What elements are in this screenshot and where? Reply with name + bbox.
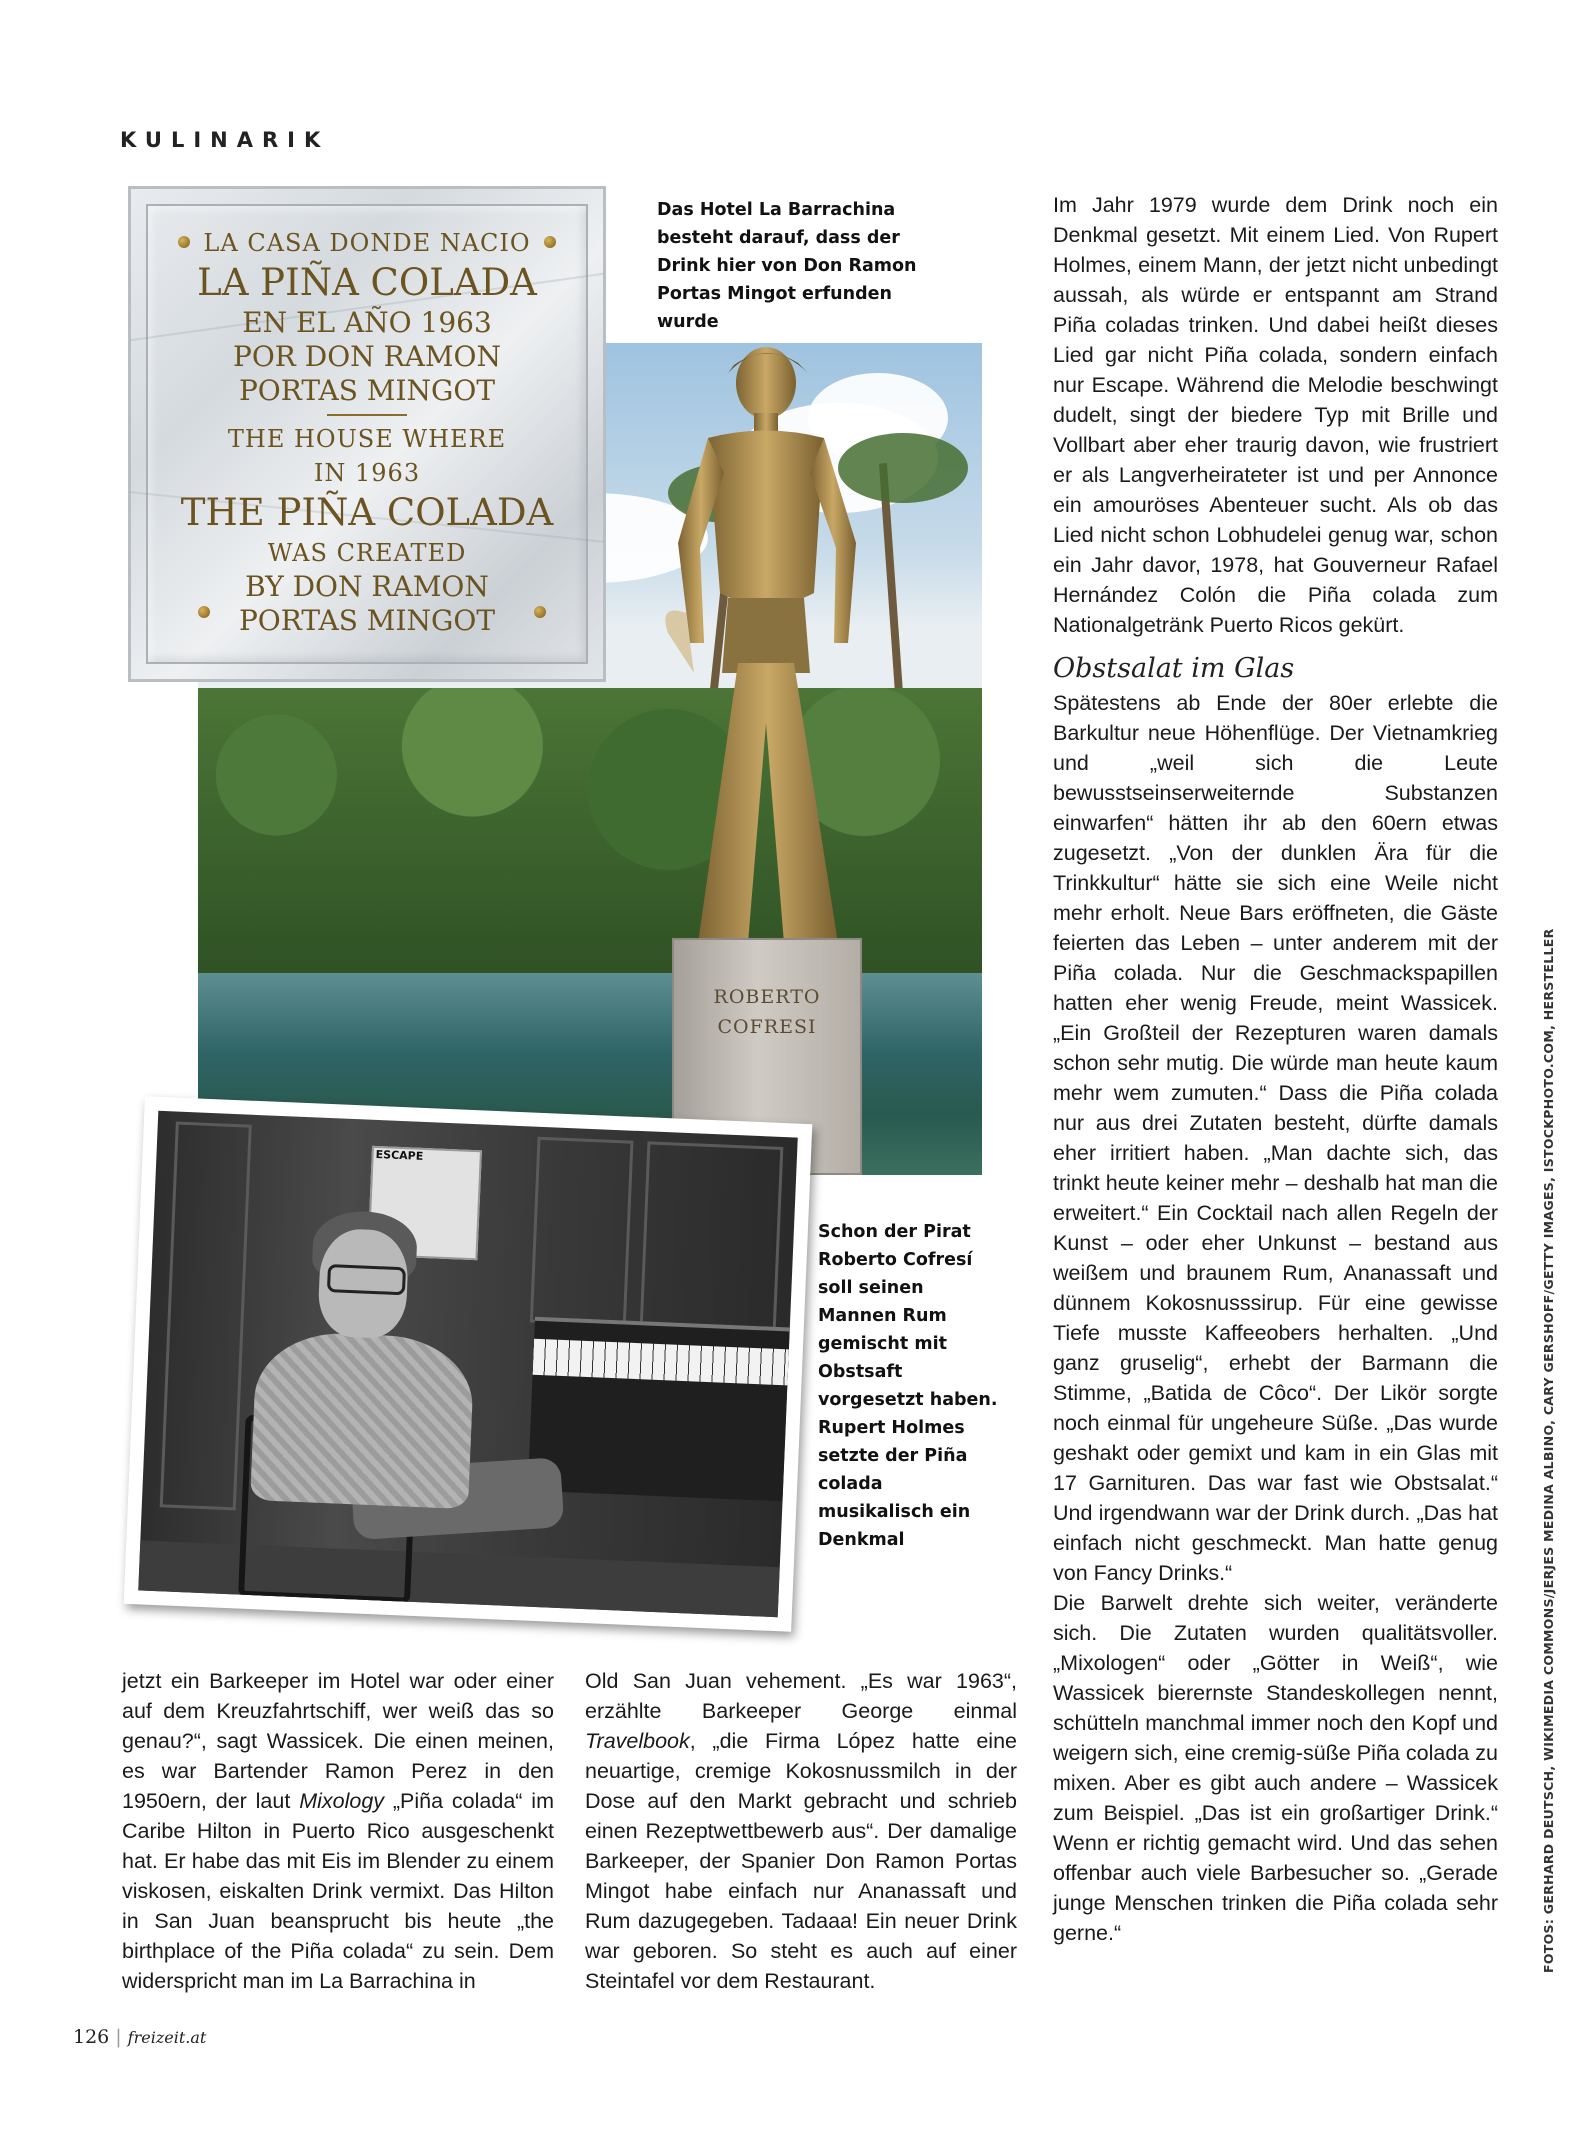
plaque-line: PORTAS MINGOT bbox=[238, 374, 496, 407]
paragraph: Spätestens ab Ende der 80er erlebte die Barkultur neue Höhenflüge. Der Vietnamkrieg und „weil sich die Leute bewusstseinserweiternde Substanzen einwarfen“ hätten ihr ab den 60ern etwas zugesetzt. „Von der dunklen Ära für die Trinkkultur“ hätte sie sich eine Weile nicht mehr erholt. Neue Bars eröffneten, die Gäste feierten das Leben – unter anderem mit der Piña colada. Nur die Geschmackspapillen hatten eher wenig Freude, meint Wassicek. „Ein Großteil der Rezepturen waren damals schon sehr mutig. Die würde man heute kaum mehr wem zumuten.“ Dass die Piña colada nur aus drei Zutaten besteht, dürfte damals eher irritiert haben. „Man dachte sich, das trinkt heute keiner mehr – deshalb hat man die erweitert.“ Ein Cocktail nach allen Regeln der Kunst – oder eher Unkunst – bestand aus weißem und braunem Rum, Ananassaft und dünnem Kokosnusssirup. Für eine gewisse Tiefe musste Kaffeeobers herhalten. „Und ganz gruselig“, erhebt der Barmann die Stimme, „Batida de Côco“. Der Likör sorgte noch einmal für ungeheure Süße. „Das wurde geshakt oder gemixt und kam in ein Glas mit 17 Garnituren. Das war fast wie Obstsalat.“ Und irgendwann war der Drink durch. „Das hat einfach nicht geschmeckt. Man hatte genug von Fancy Drinks.“ bbox=[1053, 691, 1498, 1585]
plaque-line: EN EL AÑO 1963 bbox=[242, 306, 492, 339]
article-column-bottom-middle bbox=[585, 1666, 1017, 1996]
musician-photo bbox=[124, 1096, 813, 1632]
plaque-line: THE PIÑA COLADA bbox=[180, 491, 554, 534]
photo-credit: FOTOS: GERHARD DEUTSCH, WIKIMEDIA COMMONS/JERJES MEDINA ALBINO, CARY GERSHOFF/GETTY IMAGES, ISTOCKPHOTO.COM, HERSTELLER bbox=[1541, 928, 1556, 1973]
statue-figure bbox=[638, 343, 898, 943]
caption-hotel: Das Hotel La Barrachina besteht darauf, dass der Drink hier von Don Ramon Portas Mingot erfunden wurde bbox=[657, 200, 917, 332]
article-column-bottom-left bbox=[122, 1666, 554, 1996]
page-footer bbox=[73, 2026, 206, 2048]
page-number: 126 bbox=[73, 2026, 110, 2048]
plaque-line: THE HOUSE WHERE bbox=[227, 425, 507, 453]
plaque-line: POR DON RAMON bbox=[232, 340, 501, 373]
glasses-icon bbox=[327, 1264, 406, 1295]
caption-pirate: Schon der Pirat Roberto Cofresí soll seinen Mannen Rum gemischt mit Obstsaft vorgesetzt haben. Rupert Holmes setzte der Piña colada musikalisch ein Denkmal bbox=[818, 1222, 998, 1550]
piano bbox=[528, 1317, 790, 1502]
pedestal-line-1: ROBERTO bbox=[713, 986, 821, 1008]
marble-plaque bbox=[128, 186, 606, 682]
paragraph: Im Jahr 1979 wurde dem Drink noch ein Denkmal gesetzt. Mit einem Lied. Von Rupert Holmes, einem Mann, der jetzt nicht unbedingt aussah, als würde er entspannt am Strand Piña coladas trinken. Und dabei heißt dieses Lied gar nicht Piña colada, sondern einfach nur Escape. Während die Melodie beschwingt dudelt, singt der biedere Typ mit Brille und Vollbart aber eher traurig davon, wie frustriert er als Langverheirateter ist und per Annonce ein amouröses Abenteuer sucht. Als ob das Lied nicht schon Lobhudelei genug war, schon ein Jahr davor, 1978, hat Gouverneur Rafael Hernández Colón die Piña colada zum Nationalgetränk Puerto Ricos gekürt. bbox=[1053, 193, 1498, 637]
section-label: KULINARIK bbox=[120, 128, 330, 152]
plaque-line: IN 1963 bbox=[313, 459, 421, 487]
poster-title: ESCAPE bbox=[375, 1147, 424, 1163]
brand-name: freizeit.at bbox=[127, 2028, 207, 2047]
plaque-line: PORTAS MINGOT bbox=[238, 604, 496, 637]
paragraph: Die Barwelt drehte sich weiter, veränderte sich. Die Zutaten wurden qualitätsvoller. „Mixologen“ oder „Götter in Weiß“, wie Wassicek bierernste Standeskollegen nennt, schütteln manchmal immer noch den Kopf und weigern sich, eine cremig-süße Piña colada zu mixen. Aber es gibt auch andere – Wassicek zum Beispiel. „Das ist ein großartiger Drink.“ Wenn er richtig gemacht wird. Und das sehen offenbar auch viele Barbesucher so. „Gerade junge Menschen trinken die Piña colada sehr gerne.“ bbox=[1053, 1591, 1498, 1945]
plaque-line: WAS CREATED bbox=[267, 539, 467, 567]
plaque-line: LA PIÑA COLADA bbox=[197, 261, 537, 304]
publication-name: Travelbook bbox=[585, 1729, 690, 1753]
paragraph: Old San Juan vehement. „Es war 1963“, erzählte Barkeeper George einmal Travelbook, „die Firma López hatte eine neuartige, cremige Kokosnussmilch in der Dose auf den Markt gebracht und schrieb einen Rezeptwettbewerb aus“. Der damalige Barkeeper, der Spanier Don Ramon Portas Mingot habe einfach nur Ananassaft und Rum dazugegeben. Tadaaa! Ein neuer Drink war geboren. So steht es auch auf einer Steintafel vor dem Restaurant. bbox=[585, 1669, 1017, 1993]
paragraph: jetzt ein Barkeeper im Hotel war oder einer auf dem Kreuzfahrtschiff, wer weiß das so genau?“, sagt Wassicek. Die einen meinen, es war Bartender Ramon Perez in den 1950ern, der laut Mixology „Piña colada“ im Caribe Hilton in Puerto Rico ausgeschenkt hat. Er habe das mit Eis im Blender zu einem viskosen, eiskalten Drink vermixt. Das Hilton in San Juan beansprucht bis heute „the birthplace of the Piña colada“ zu sein. Dem widerspricht man im La Barrachina in bbox=[122, 1669, 554, 1993]
plaque-line: LA CASA DONDE NACIO bbox=[203, 229, 531, 257]
pedestal-line-2: COFRESI bbox=[717, 1016, 817, 1038]
footer-separator: | bbox=[115, 2026, 122, 2048]
publication-name: Mixology bbox=[299, 1789, 385, 1813]
plaque-line: BY DON RAMON bbox=[245, 570, 489, 603]
subheading: Obstsalat im Glas bbox=[1053, 653, 1295, 684]
article-column-right bbox=[1053, 190, 1498, 1948]
